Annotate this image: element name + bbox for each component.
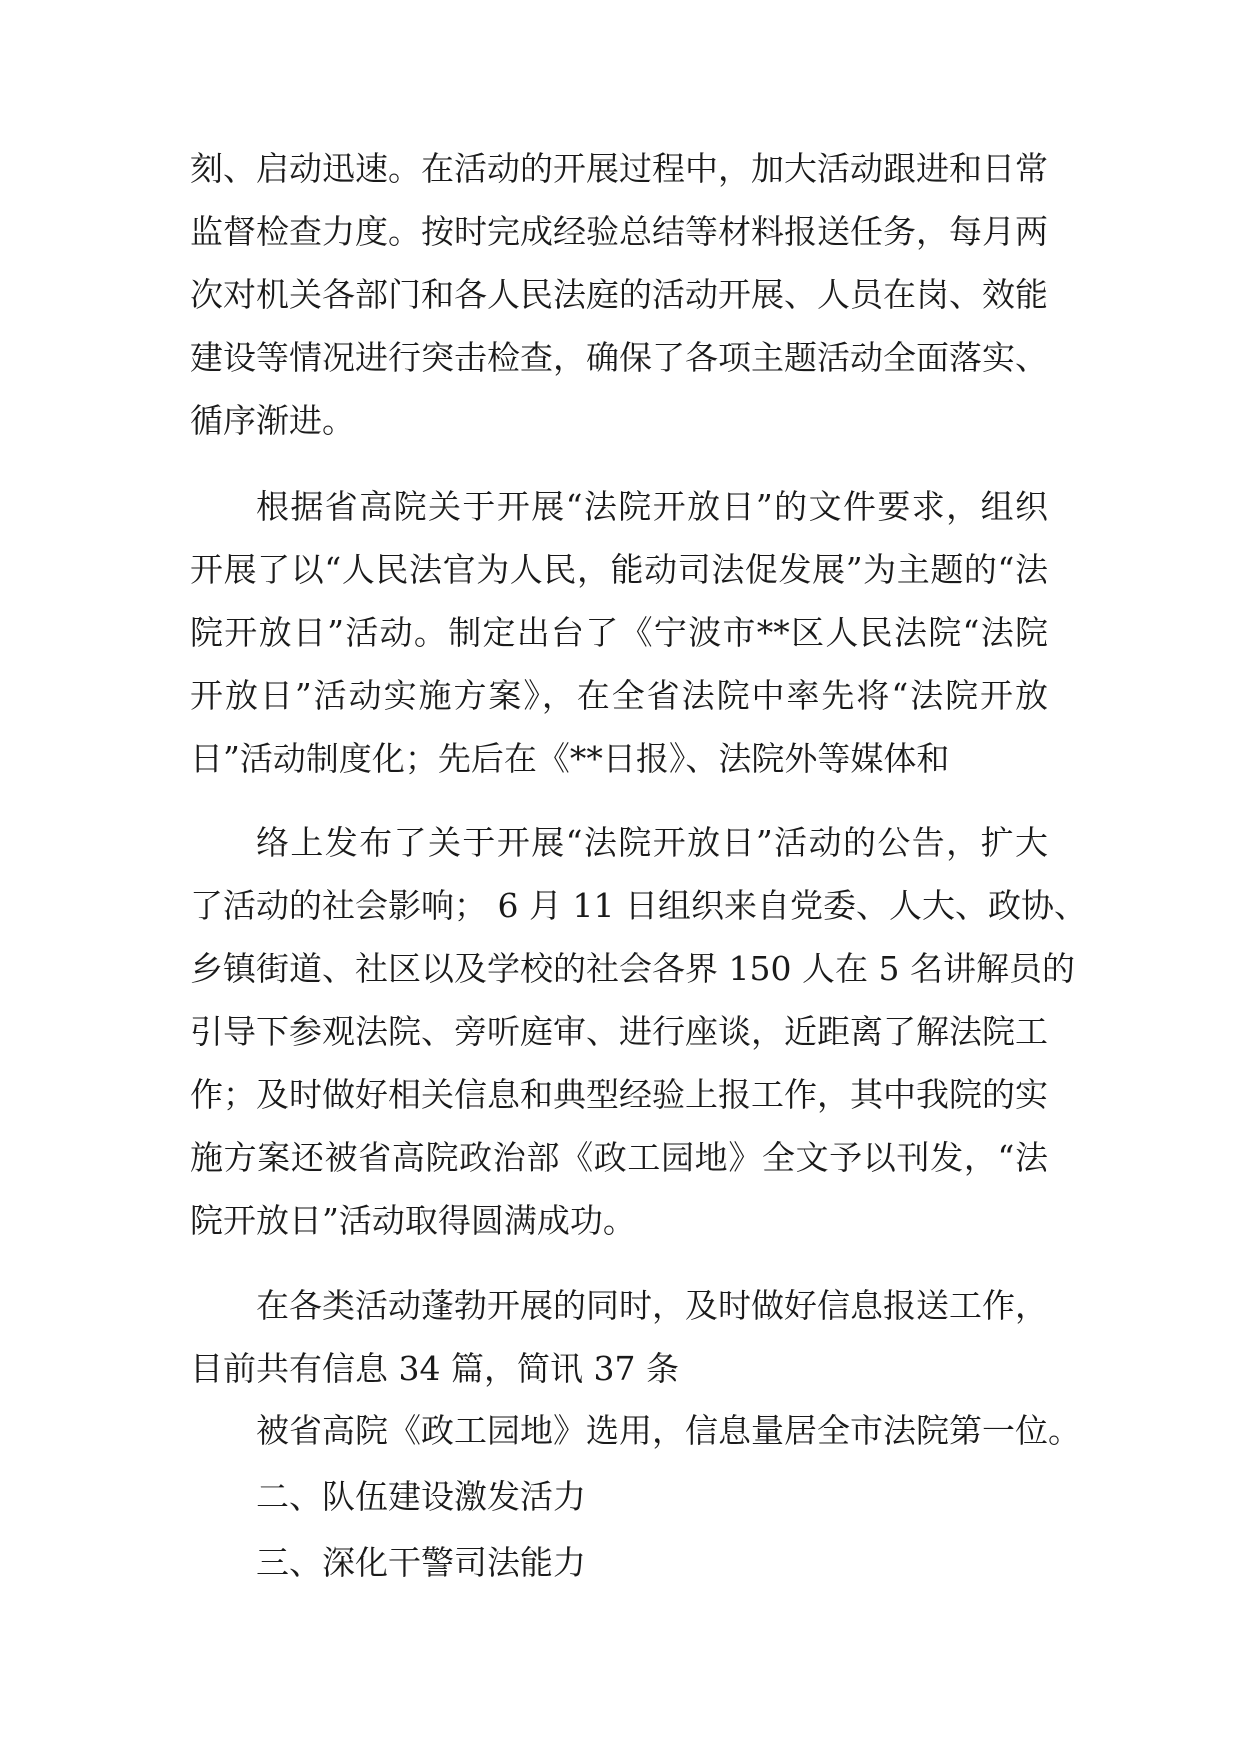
- text-line: 了活动的社会影响； 6 月 11 日组织来自党委、人大、政协、: [190, 886, 1087, 925]
- text-line: 开放日”活动实施方案》，在全省法院中率先将“法院开放: [190, 676, 1048, 715]
- text-line: 监督检查力度。按时完成经验总结等材料报送任务，每月两: [190, 212, 1048, 251]
- text-line: 刻、启动迅速。在活动的开展过程中，加大活动跟进和日常: [190, 149, 1048, 188]
- text-line: 目前共有信息 34 篇，简讯 37 条: [190, 1349, 679, 1388]
- text-line: 在各类活动蓬勃开展的同时，及时做好信息报送工作，: [256, 1286, 1048, 1325]
- text-line: 院开放日”活动取得圆满成功。: [190, 1201, 636, 1240]
- text-line: 院开放日”活动。制定出台了《宁波市**区人民法院“法院: [190, 613, 1048, 652]
- text-line: 施方案还被省高院政治部《政工园地》全文予以刊发，“法: [190, 1138, 1048, 1177]
- text-line: 络上发布了关于开展“法院开放日”活动的公告，扩大: [256, 823, 1048, 862]
- section-heading: 三、深化干警司法能力: [256, 1543, 586, 1582]
- section-heading: 二、队伍建设激发活力: [256, 1477, 586, 1516]
- text-line: 日”活动制度化；先后在《**日报》、法院外等媒体和: [190, 739, 950, 778]
- text-line: 乡镇街道、社区以及学校的社会各界 150 人在 5 名讲解员的: [190, 949, 1075, 988]
- text-line: 开展了以“人民法官为人民，能动司法促发展”为主题的“法: [190, 550, 1048, 589]
- text-line: 次对机关各部门和各人民法庭的活动开展、人员在岗、效能: [190, 275, 1048, 314]
- text-line: 循序渐进。: [190, 401, 355, 440]
- text-line: 引导下参观法院、旁听庭审、进行座谈，近距离了解法院工: [190, 1012, 1048, 1051]
- text-line: 根据省高院关于开展“法院开放日”的文件要求，组织: [256, 487, 1048, 526]
- text-line: 作；及时做好相关信息和典型经验上报工作，其中我院的实: [190, 1075, 1048, 1114]
- text-line: 建设等情况进行突击检查，确保了各项主题活动全面落实、: [190, 338, 1048, 377]
- text-line: 被省高院《政工园地》选用，信息量居全市法院第一位。: [256, 1411, 1081, 1450]
